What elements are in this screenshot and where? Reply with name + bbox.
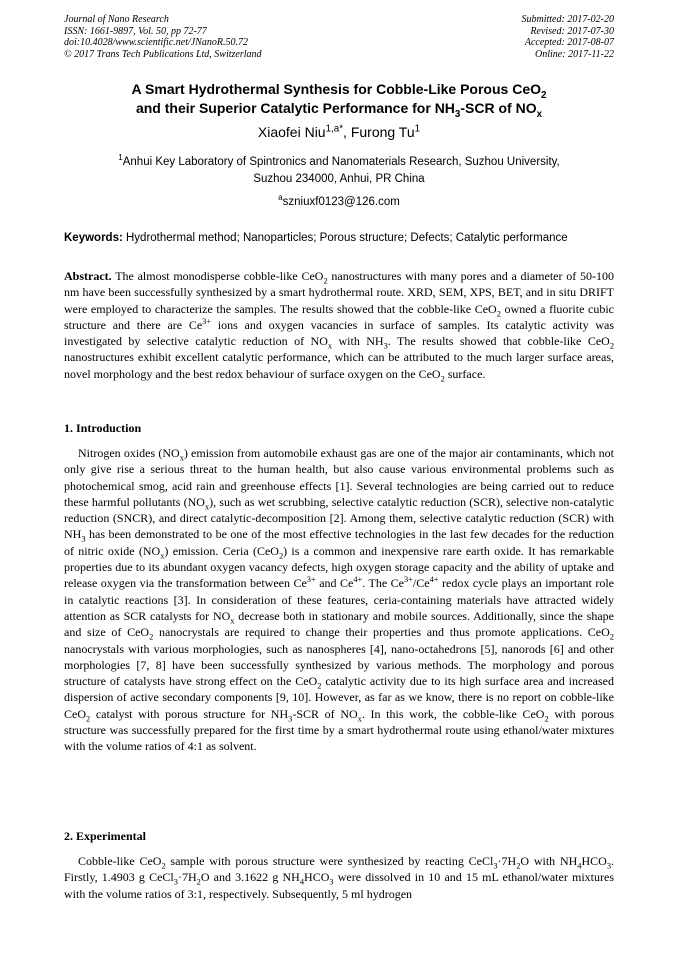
publication-dates	[522, 14, 615, 60]
keywords-text: Hydrothermal method; Nanoparticles; Porous structure; Defects; Catalytic performance	[122, 232, 568, 244]
author-name: Xiaofei Niu	[257, 124, 326, 140]
date-submitted: Submitted: 2017-02-20	[521, 14, 614, 25]
journal-doi: doi:10.4028/www.scientific.net/JNanoR.50.72	[64, 37, 248, 48]
journal-copyright: © 2017 Trans Tech Publications Ltd, Switzerland	[64, 48, 262, 60]
abstract: Abstract. The almost monodisperse cobble-like CeO$_2$ nanostructures with many pores and a diameter of 50-100 nm have been successfully synthesized by a smart hydrothermal route. XRD, SEM, XPS, BET, and in situ DRIFT were employed to characterize the samples. The results showed that the cobble-like CeO$_2$ owned a fluorite cubic structure and there are $Ce^{3+}$ ions and oxygen vacancies in surface of samples. Its catalytic activity was investigated by selective catalytic reduction of $NO_x$ with $NH_3$. The results showed that cobble-like CeO$_2$ nanostructures exhibit excellent catalytic performance, which can be attributed to the much larger surface areas, novel morphology and the best redox behaviour of surface oxygen on the CeO$_2$ surface.	[64, 269, 615, 384]
abstract-label: Abstract.	[64, 269, 112, 283]
section-heading-introduction: 1. Introduction	[64, 421, 142, 435]
journal-issn: ISSN: 1661-9897, Vol. 50, pp 72-77	[64, 25, 207, 37]
journal-name: Journal of Nano Research	[64, 14, 169, 25]
author-list: Xiaofei Niu$^{1,a*}$, Furong Tu$^1$	[257, 123, 421, 140]
title-line-1: A Smart Hydrothermal Synthesis for Cobble-Like Porous CeO$_2$	[131, 81, 547, 101]
affiliation: $^1$Anhui Key Laboratory of Spintronics and Nanomaterials Research, Suzhou University, Suzhou 234000, Anhui, PR China	[118, 153, 560, 185]
introduction-paragraph: Nitrogen oxides $(NO_x)$ emission from automobile exhaust gas are one of the major air contaminants, which not only give rise a serious threat to the human health, but also cause various environmental problems such as photochemical smog, acid rain and greenhouse effects [1]. Several technologies are being carried out to reduce these harmful pollutants $(NO_x)$, such as wet scrubbing, selective catalytic reduction (SCR), selective non-catalytic reduction (SNCR), and direct catalytic-decomposition [2]. Among them, selective catalytic reduction (SCR) with $NH_3$ has been demonstrated to be one of the most effective technologies in the last few decades for the reduction of nitric oxide $(NO_x)$ emission. Ceria (CeO$_2$) is a common and inexpensive rare earth oxide. It has remarkable properties due to its abundant oxygen vacancy defects, high oxygen storage capacity and the ability of uptake and release oxygen via the transformation between $Ce^{3+}$ and $Ce^{4+}$. The $Ce^{3+}/Ce^{4+}$ redox cycle plays an important role in catalytic reactions [3]. In consideration of these features, ceria-containing materials have attracted widely attention as SCR catalysts for $NO_x$ decrease both in stationary and mobile sources. Additionally, since the shape and size of CeO$_2$ nanocrystals are required to change their properties and thus promote applications. CeO$_2$ nanocrystals with various morphologies, such as nanospheres [4], nano-octahedrons [5], nanorods [6] and other morphologies [7, 8] have been successfully synthesized by various methods. The morphology and porous structure of catalysts have strong effect on the CeO$_2$ catalytic activity due to its high surface area and increased dispersion of active secondary components [9, 10]. However, as far as we know, there is no report on cobble-like CeO$_2$ catalyst with porous structure for $NH_3$-SCR of $NO_x$. In this work, the cobble-like CeO$_2$ with porous structure was successfully prepared for the first time by a smart hydrothermal route using ethanol/water mixtures with the volume ratios of 4:1 as solvent.	[64, 446, 615, 754]
journal-info	[64, 14, 262, 60]
paper-title	[40, 80, 638, 118]
author-name: Furong Tu	[350, 124, 415, 140]
date-online: Online: 2017-11-22	[535, 48, 614, 60]
date-revised: Revised: 2017-07-30	[530, 25, 614, 37]
keywords	[64, 232, 616, 244]
date-accepted: Accepted: 2017-08-07	[524, 37, 614, 48]
experimental-paragraph: Cobble-like CeO$_2$ sample with porous structure were synthesized by reacting $CeCl_3\cdot 7H_2O$ with $NH_4HCO_3$. Firstly, 1.4903 g $CeCl_3\cdot 7H_2O$ and 3.1622 g $NH_4HCO_3$ were dissolved in 10 and 15 mL ethanol/water mixtures with the volume ratios of 3:1, respectively. Subsequently, 5 ml hydrogen	[64, 854, 615, 901]
author-email: $^a$szniuxf0123@126.com	[278, 193, 400, 208]
keywords-label: Keywords:	[64, 232, 123, 244]
section-heading-experimental: 2. Experimental	[64, 829, 146, 843]
title-line-2: and their Superior Catalytic Performance for $NH_3$-SCR of $NO_x$	[135, 100, 543, 120]
